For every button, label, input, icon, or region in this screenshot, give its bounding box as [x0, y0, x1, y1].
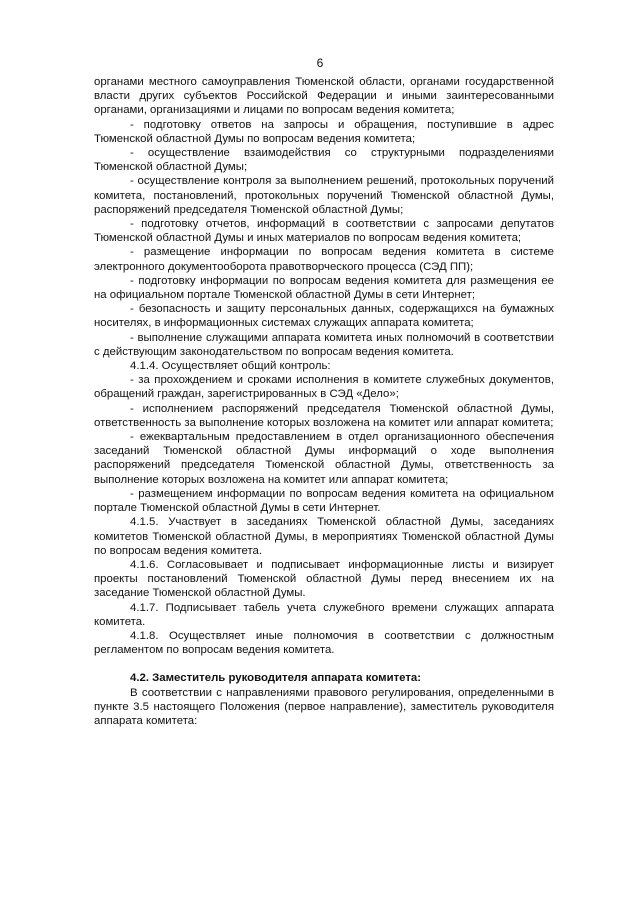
paragraph: 4.1.8. Осуществляет иные полномочия в соответствии с должностным регламентом по вопросам ведения комитета.	[94, 629, 554, 657]
paragraph: - безопасность и защиту персональных данных, содержащихся на бумажных носителях, в информационных системах служащих аппарата комитета;	[94, 303, 554, 330]
document-body	[94, 75, 554, 728]
paragraph: - подготовку ответов на запросы и обращения, поступившие в адрес Тюменской областной Думы по вопросам ведения комитета;	[94, 118, 554, 145]
paragraph: - размещение информации по вопросам ведения комитета в системе электронного документооборота правотворческого процесса (СЭД ПП);	[94, 246, 554, 273]
paragraph: 4.1.5. Участвует в заседаниях Тюменской областной Думы, заседаниях комитетов Тюменской областной Думы, в мероприятиях Тюменской областной Думы по вопросам ведения комитета.	[94, 516, 554, 557]
paragraph: 4.1.7. Подписывает табель учета служебного времени служащих аппарата комитета.	[94, 601, 554, 628]
paragraph: - выполнение служащими аппарата комитета иных полномочий в соответствии с действующим законодательством по вопросам ведения комитета.	[94, 331, 554, 358]
paragraph: - осуществление взаимодействия со структурными подразделениями Тюменской областной Думы;	[94, 147, 554, 174]
paragraph: - размещением информации по вопросам ведения комитета на официальном портале Тюменской областной Думы в сети Интернет.	[94, 487, 554, 515]
paragraph: - подготовку отчетов, информаций в соответствии с запросами депутатов Тюменской областной Думы и иных материалов по вопросам ведения комитета;	[94, 218, 554, 245]
paragraph: - за прохождением и сроками исполнения в комитете служебных документов, обращений граждан, зарегистрированных в СЭД «Дело»;	[94, 374, 554, 401]
paragraph: - осуществление контроля за выполнением решений, протокольных поручений комитета, постановлений, протокольных поручений Тюменской областной Думы, распоряжений председателя Тюменской областной Думы;	[94, 175, 554, 216]
paragraph: 4.1.4. Осуществляет общий контроль:	[130, 360, 331, 373]
paragraph: В соответствии с направлениями правового регулирования, определенными в пункте 3.5 настоящего Положения (первое направление), заместитель руководителя аппарата комитета:	[94, 686, 554, 727]
paragraph: органами местного самоуправления Тюменской области, органами государственной власти других субъектов Российской Федерации и иными заинтересованными органами, организациями и лицами по вопросам ведения комитета;	[94, 76, 554, 117]
paragraph: - ежеквартальным предоставлением в отдел организационного обеспечения заседаний Тюменской областной Думы информаций о ходе выполнения распоряжений председателя Тюменской областной Думы, ответственность за выполнение которых возложена на комитет или аппарат комитета;	[94, 431, 554, 486]
paragraph: - подготовку информации по вопросам ведения комитета для размещения ее на официальном портале Тюменской областной Думы в сети Интернет;	[94, 274, 554, 302]
section-heading: 4.2. Заместитель руководителя аппарата комитета:	[130, 672, 422, 685]
page-number: 6	[316, 56, 324, 70]
paragraph: 4.1.6. Согласовывает и подписывает информационные листы и визирует проекты постановлений Тюменской областной Думы перед внесением их на заседание Тюменской областной Думы.	[94, 558, 554, 600]
paragraph: - исполнением распоряжений председателя Тюменской областной Думы, ответственность за выполнение которых возложена на комитет или аппарат комитета;	[94, 402, 554, 429]
